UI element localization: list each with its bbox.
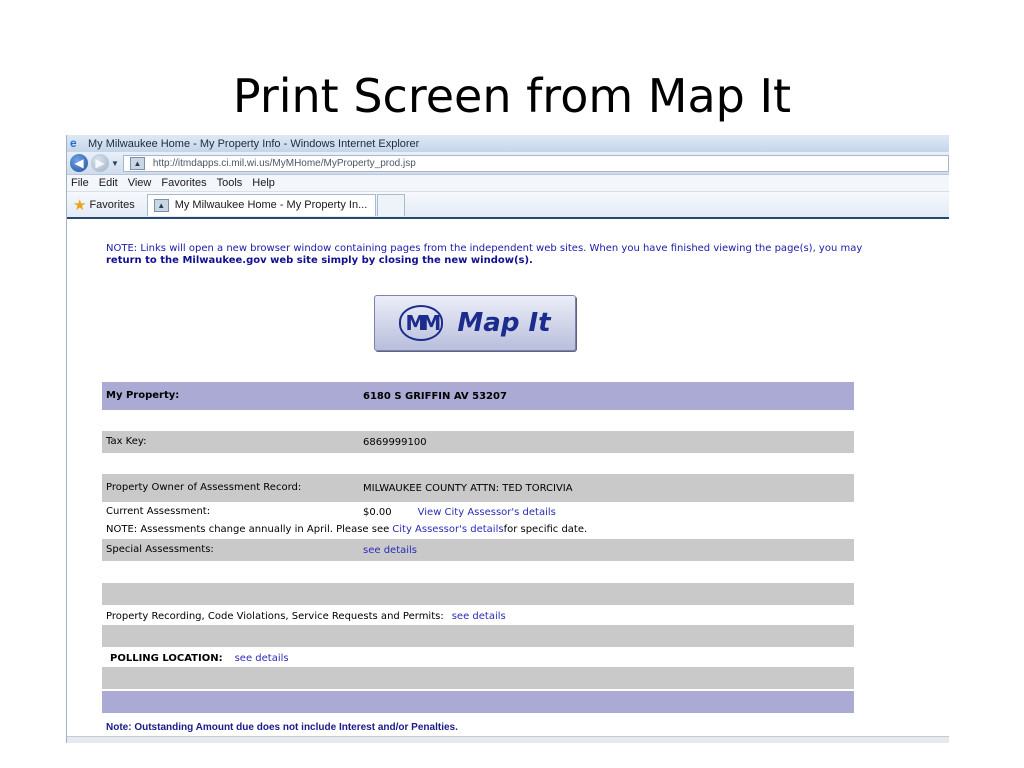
empty-row: [102, 625, 854, 647]
assessment-note-row: [102, 521, 854, 537]
my-property-label: My Property:: [106, 390, 180, 401]
slide-title: Print Screen from Map It: [232, 69, 792, 123]
page-content: [67, 219, 949, 704]
horizontal-scrollbar[interactable]: [67, 736, 949, 743]
recording-row: [102, 607, 854, 625]
owner-row: [102, 474, 854, 502]
recording-link[interactable]: see details: [451, 610, 506, 622]
new-tab-button[interactable]: [377, 194, 405, 216]
special-assessments-link[interactable]: see details: [363, 544, 418, 556]
polling-link[interactable]: see details: [234, 652, 289, 664]
browser-window: [66, 135, 949, 743]
map-it-button[interactable]: [374, 295, 576, 351]
forward-button[interactable]: [91, 154, 109, 172]
mm-logo-icon: MM: [399, 305, 443, 341]
browser-tab[interactable]: [147, 194, 377, 216]
outstanding-note-row: [102, 718, 854, 736]
address-bar: [67, 152, 949, 175]
tax-key-row: [102, 431, 854, 453]
menu-edit[interactable]: Edit: [98, 177, 118, 189]
outstanding-note: Note: Outstanding Amount due does not include Interest and/or Penalties.: [106, 721, 458, 733]
polling-label: POLLING LOCATION:: [110, 652, 223, 664]
special-assessments-row: [102, 539, 854, 561]
url-field[interactable]: [123, 155, 949, 172]
my-property-address: 6180 S GRIFFIN AV 53207: [363, 390, 507, 402]
window-titlebar: [67, 135, 949, 152]
menu-file[interactable]: File: [71, 177, 89, 189]
note-text: NOTE: Links will open a new browser window containing pages from the independent web sites. When you have finished viewing the page(s), you may: [106, 243, 863, 254]
page-icon: ▲: [130, 157, 145, 170]
assessment-note-prefix: NOTE: Assessments change annually in April. Please see: [106, 523, 390, 535]
menu-favorites[interactable]: Favorites: [161, 177, 207, 189]
empty-row: [102, 583, 854, 605]
menu-help[interactable]: Help: [252, 177, 275, 189]
assessor-details-link[interactable]: View City Assessor's details: [417, 506, 556, 518]
favorites-bar: [67, 192, 949, 219]
ie-logo-icon: e: [70, 136, 77, 150]
tax-key-label: Tax Key:: [106, 436, 147, 447]
window-title: My Milwaukee Home - My Property Info - Windows Internet Explorer: [88, 137, 420, 150]
note-bold-text: return to the Milwaukee.gov web site simply by closing the new window(s).: [106, 255, 533, 266]
assessment-note-suffix: for specific date.: [503, 523, 588, 535]
links-note: [106, 243, 886, 267]
empty-row: [102, 691, 854, 713]
menu-view[interactable]: View: [127, 177, 152, 189]
owner-label: Property Owner of Assessment Record:: [106, 482, 302, 493]
history-dropdown-icon[interactable]: ▼: [111, 158, 119, 168]
menu-bar: [67, 175, 949, 192]
special-assessments-label: Special Assessments:: [106, 544, 214, 555]
assessment-note-link[interactable]: City Assessor's details: [392, 523, 504, 535]
back-button[interactable]: [70, 154, 88, 172]
my-property-row: [102, 382, 854, 410]
menu-tools[interactable]: Tools: [216, 177, 243, 189]
owner-value: MILWAUKEE COUNTY ATTN: TED TORCIVIA: [363, 482, 573, 494]
page-icon: ▲: [154, 199, 169, 212]
tax-key-value: 6869999100: [363, 436, 427, 448]
forward-arrow-icon: ▶: [95, 156, 105, 170]
favorites-star-icon: ★: [73, 196, 87, 214]
favorites-button[interactable]: Favorites: [89, 198, 135, 211]
assessment-value: $0.00: [363, 506, 392, 518]
url-text: http://itmdapps.ci.mil.wi.us/MyMHome/MyProperty_prod.jsp: [152, 157, 416, 169]
tab-label: My Milwaukee Home - My Property In...: [174, 199, 368, 211]
assessment-label: Current Assessment:: [106, 506, 211, 517]
map-it-label: Map It: [457, 308, 551, 338]
polling-row: [102, 649, 854, 667]
empty-row: [102, 667, 854, 689]
back-arrow-icon: ◀: [74, 156, 84, 170]
recording-label: Property Recording, Code Violations, Service Requests and Permits:: [106, 610, 444, 622]
assessment-row: [102, 504, 854, 520]
